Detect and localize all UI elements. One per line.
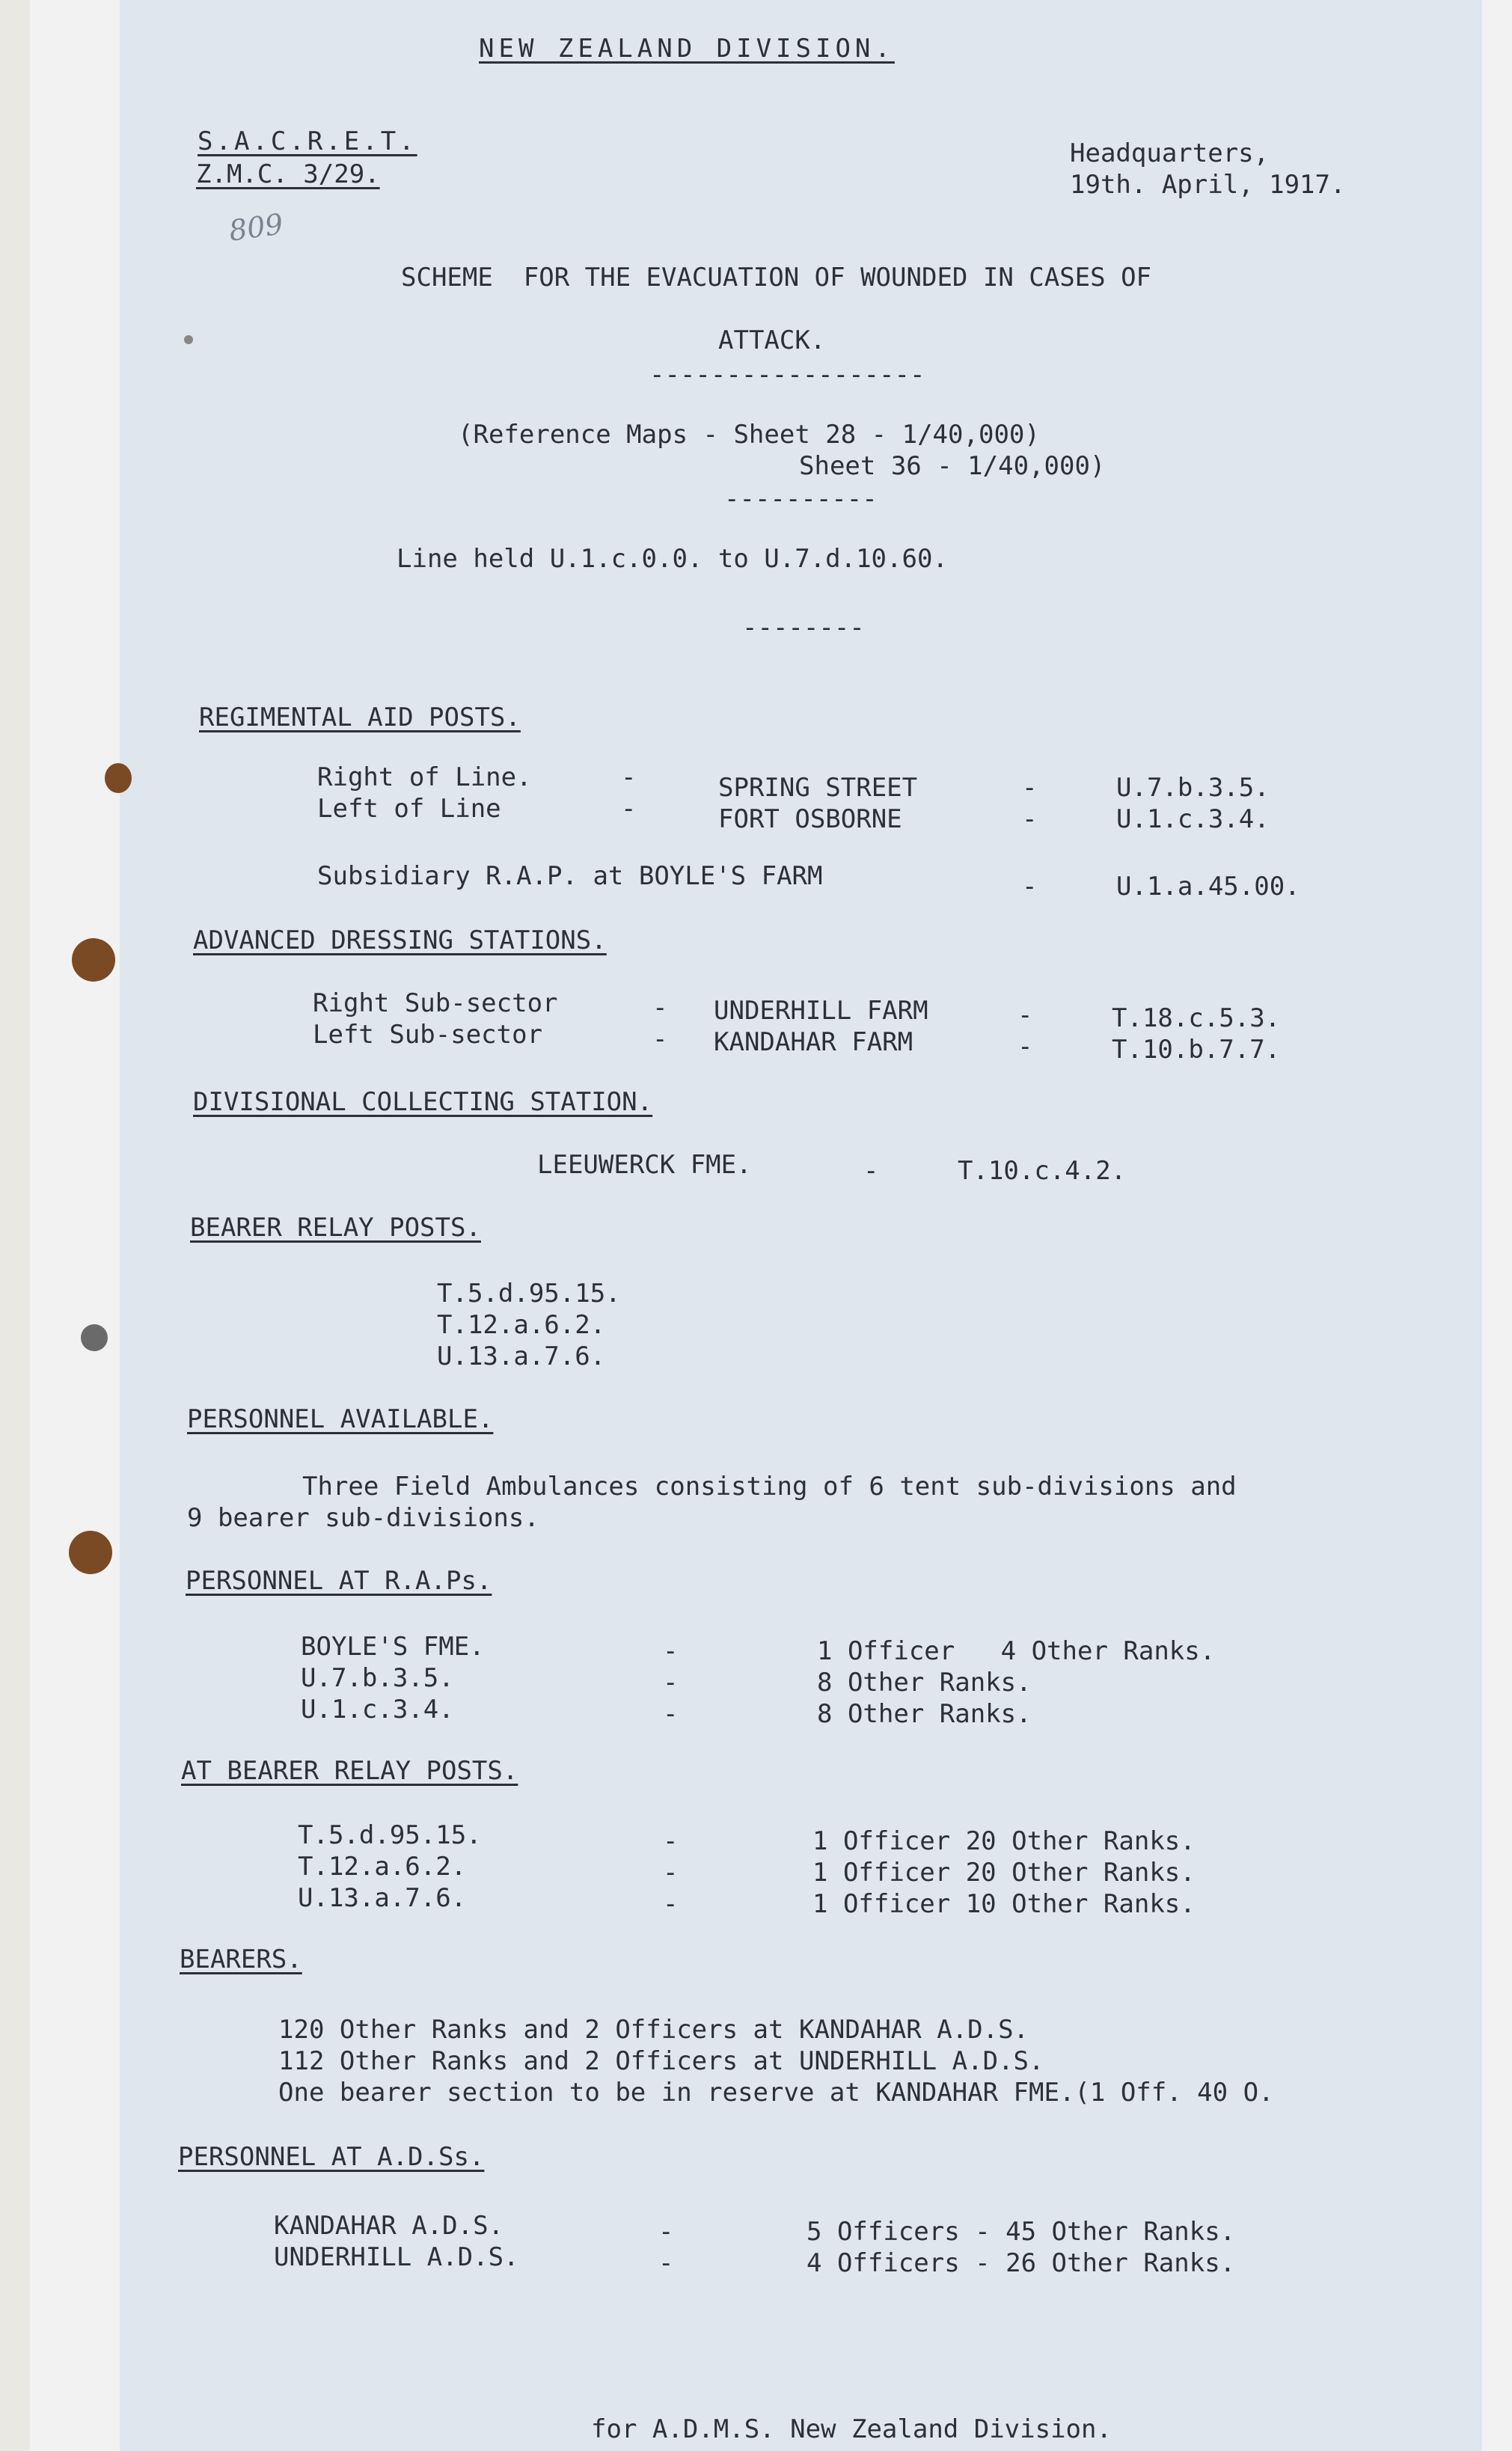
brp-item-1: T.5.d.95.15. (437, 1279, 621, 1309)
ads-staff-row-1-sep: - (658, 2217, 674, 2247)
at-brp-row-2-sep: - (663, 1858, 679, 1888)
reference-maps-2: Sheet 36 - 1/40,000) (799, 451, 1106, 481)
raps-row-2-loc: U.7.b.3.5. (301, 1663, 454, 1693)
binder-hole-4 (69, 1531, 112, 1574)
binder-hole-1 (105, 763, 132, 793)
maps-rule: ---------- (724, 484, 878, 514)
rap-row-2-place: FORT OSBORNE (718, 804, 902, 834)
document-date: 19th. April, 1917. (1070, 170, 1346, 200)
ads-row-1-sep: - (652, 993, 668, 1023)
ads-row-1-place: UNDERHILL FARM (714, 996, 928, 1026)
raps-row-2-sep: - (663, 1668, 679, 1698)
title-rule: ------------------ (649, 360, 925, 390)
at-brp-row-2-staff: 1 Officer 20 Other Ranks. (812, 1858, 1196, 1888)
dcs-place: LEEUWERCK FME. (537, 1150, 752, 1180)
ads-staff-row-2-loc: UNDERHILL A.D.S. (274, 2242, 519, 2272)
rap-row-1-ref: U.7.b.3.5. (1116, 773, 1270, 803)
at-brp-row-1-loc: T.5.d.95.15. (298, 1820, 482, 1850)
ads-heading: ADVANCED DRESSING STATIONS. (193, 925, 607, 955)
line-held: Line held U.1.c.0.0. to U.7.d.10.60. (397, 544, 948, 574)
hq-label: Headquarters, (1070, 138, 1270, 168)
rap-row-1-sep2: - (1022, 773, 1038, 803)
rap-row-2-sep: - (621, 794, 637, 824)
personnel-heading: PERSONNEL AVAILABLE. (187, 1404, 494, 1434)
ads-staff-row-1-staff: 5 Officers - 45 Other Ranks. (806, 2217, 1236, 2247)
ads-staff-row-2-sep: - (658, 2248, 674, 2278)
title-line-1: SCHEME FOR THE EVACUATION OF WOUNDED IN CASES OF (401, 263, 1152, 293)
bearers-line-2: 112 Other Ranks and 2 Officers at UNDERHILL A.D.S. (278, 2046, 1044, 2076)
ads-row-2-sep2: - (1017, 1032, 1033, 1062)
ads-row-2-ref: T.10.b.7.7. (1112, 1035, 1281, 1065)
bearers-line-1: 120 Other Ranks and 2 Officers at KANDAHAR A.D.S. (278, 2015, 1029, 2045)
raps-row-3-staff: 8 Other Ranks. (817, 1699, 1032, 1729)
rap-row-2-sep2: - (1022, 804, 1038, 834)
file-reference: Z.M.C. 3/29. (196, 159, 380, 189)
binder-edge (0, 0, 30, 2451)
at-brp-row-1-sep: - (663, 1826, 679, 1856)
personnel-ads-heading: PERSONNEL AT A.D.Ss. (178, 2142, 485, 2172)
raps-row-1-sep: - (663, 1636, 679, 1666)
ads-row-1-ref: T.18.c.5.3. (1112, 1003, 1281, 1033)
raps-row-1-staff: 1 Officer 4 Other Ranks. (817, 1636, 1216, 1666)
subsidiary-rap-ref: U.1.a.45.00. (1116, 872, 1300, 902)
dcs-heading: DIVISIONAL COLLECTING STATION. (193, 1087, 653, 1117)
handwritten-number: 809 (227, 207, 286, 248)
line-rule: -------- (742, 613, 865, 643)
ads-row-2-sep: - (652, 1024, 668, 1054)
ads-row-2-place: KANDAHAR FARM (714, 1027, 913, 1057)
subsidiary-rap-sep: - (1022, 872, 1038, 902)
at-brp-row-3-staff: 1 Officer 10 Other Ranks. (812, 1889, 1196, 1919)
raps-row-1-loc: BOYLE'S FME. (301, 1632, 485, 1662)
rap-heading: REGIMENTAL AID POSTS. (199, 703, 521, 732)
at-brp-row-3-sep: - (663, 1889, 679, 1919)
title-line-2: ATTACK. (718, 325, 826, 355)
ink-dot (184, 335, 193, 344)
brp-heading: BEARER RELAY POSTS. (190, 1213, 481, 1243)
ads-staff-row-1-loc: KANDAHAR A.D.S. (274, 2211, 504, 2241)
personnel-line-1: Three Field Ambulances consisting of 6 tent sub-divisions and (302, 1472, 1237, 1502)
dcs-ref: T.10.c.4.2. (958, 1156, 1127, 1186)
personnel-raps-heading: PERSONNEL AT R.A.Ps. (186, 1566, 492, 1596)
raps-row-3-loc: U.1.c.3.4. (301, 1695, 454, 1725)
rap-row-2-label: Left of Line (317, 794, 501, 824)
division-heading: NEW ZEALAND DIVISION. (479, 34, 895, 64)
bearers-heading: BEARERS. (180, 1944, 302, 1974)
rap-row-1-sep: - (621, 762, 637, 792)
ads-row-2-label: Left Sub-sector (313, 1020, 543, 1050)
personnel-line-2: 9 bearer sub-divisions. (187, 1503, 539, 1533)
at-brp-heading: AT BEARER RELAY POSTS. (181, 1756, 518, 1786)
ads-row-1-sep2: - (1017, 1000, 1033, 1030)
reference-maps-1: (Reference Maps - Sheet 28 - 1/40,000) (458, 420, 1040, 450)
raps-row-2-staff: 8 Other Ranks. (817, 1668, 1032, 1698)
signature-block: for A.D.M.S. New Zealand Division. (591, 2414, 1112, 2444)
classification: S.A.C.R.E.T. (198, 126, 417, 156)
rap-row-1-place: SPRING STREET (718, 773, 918, 803)
ads-row-1-label: Right Sub-sector (313, 988, 558, 1018)
brp-item-2: T.12.a.6.2. (437, 1310, 606, 1340)
subsidiary-rap-label: Subsidiary R.A.P. at BOYLE'S FARM (317, 861, 823, 891)
at-brp-row-1-staff: 1 Officer 20 Other Ranks. (812, 1826, 1196, 1856)
at-brp-row-3-loc: U.13.a.7.6. (298, 1883, 467, 1913)
dcs-sep: - (863, 1156, 879, 1186)
binder-hole-2 (72, 938, 115, 982)
raps-row-3-sep: - (663, 1699, 679, 1729)
rap-row-1-label: Right of Line. (317, 762, 532, 792)
binder-hole-3 (81, 1324, 108, 1351)
rap-row-2-ref: U.1.c.3.4. (1116, 804, 1270, 834)
brp-item-3: U.13.a.7.6. (437, 1341, 606, 1371)
ads-staff-row-2-staff: 4 Officers - 26 Other Ranks. (806, 2248, 1236, 2278)
at-brp-row-2-loc: T.12.a.6.2. (298, 1852, 467, 1882)
bearers-line-3: One bearer section to be in reserve at KANDAHAR FME.(1 Off. 40 O. (278, 2078, 1274, 2108)
